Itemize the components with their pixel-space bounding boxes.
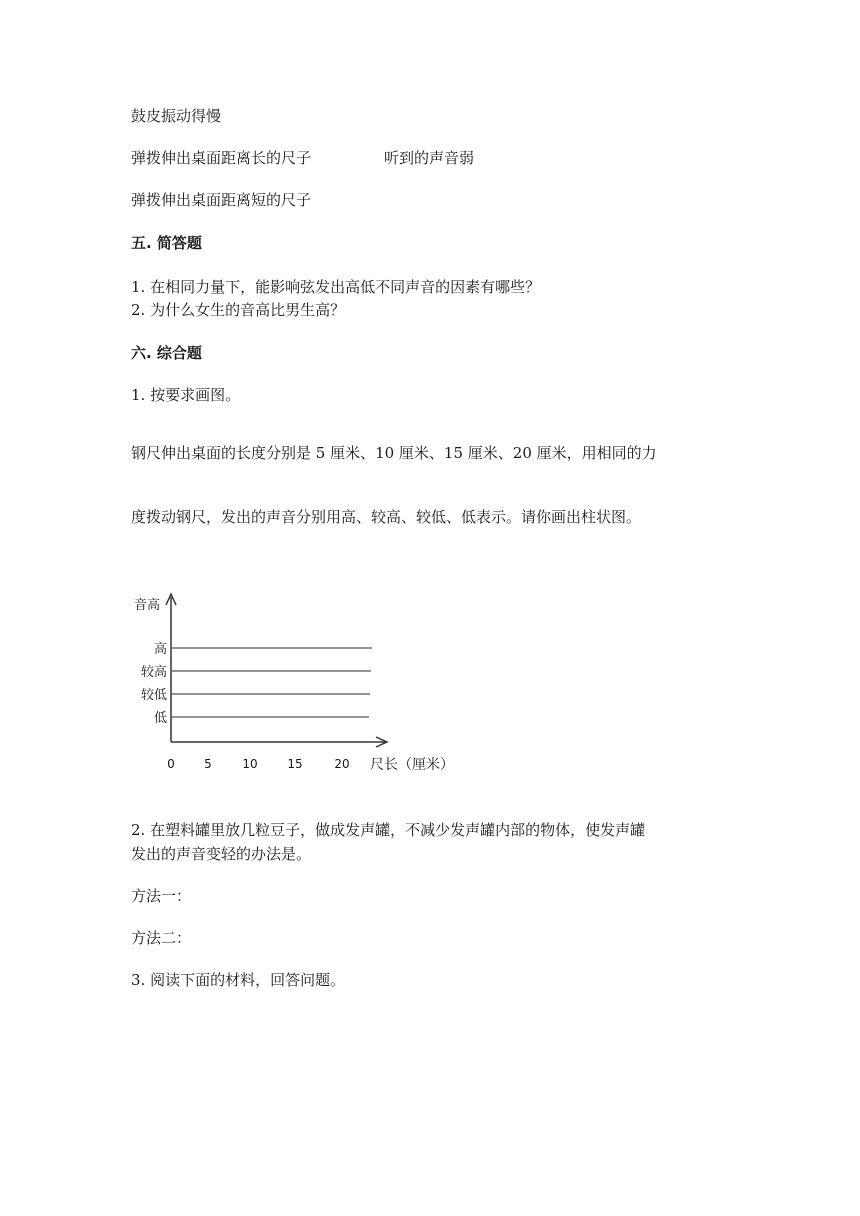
method-one-line: 方法一： (131, 887, 192, 905)
sound-weak-text: 听到的声音弱 (384, 149, 475, 167)
x-tick-label: 20 (334, 757, 350, 771)
section-5-heading: 五. 简答题 (131, 234, 202, 252)
section-6-question-1-text-b: 度拨动钢尺，发出的声音分别用高、较高、较低、低表示。请你画出柱状图。 (131, 508, 642, 526)
x-tick-label: 15 (287, 757, 303, 771)
y-level-label: 较高 (140, 665, 167, 680)
y-level-label: 较低 (140, 688, 167, 703)
y-axis-label: 音高 (134, 598, 161, 613)
section-6-question-1-text-a: 钢尺伸出桌面的长度分别是 5 厘米、10 厘米、15 厘米、20 厘米，用相同的力 (131, 444, 657, 462)
ruler-short-line: 弹拨伸出桌面距离短的尺子 (131, 191, 312, 209)
x-axis-label: 尺长（厘米） (370, 757, 454, 773)
ruler-long-row (131, 148, 475, 168)
x-tick-label: 10 (242, 757, 258, 771)
method-two-line: 方法二： (131, 929, 192, 947)
y-level-label: 低 (153, 711, 167, 726)
section-6-question-2-a: 2. 在塑料罐里放几粒豆子，做成发声罐，不减少发声罐内部的物体，使发声罐 (131, 821, 646, 839)
section-6-question-2-b: 发出的声音变轻的办法是。 (131, 845, 312, 863)
drum-skin-line: 鼓皮振动得慢 (131, 107, 222, 125)
x-tick-label: 5 (204, 757, 212, 771)
section-5-question-2: 2. 为什么女生的音高比男生高？ (131, 301, 346, 319)
section-6-question-3: 3. 阅读下面的材料，回答问题。 (131, 971, 346, 989)
section-6-question-1: 1. 按要求画图。 (131, 386, 241, 404)
bar-chart-grid (120, 585, 480, 785)
section-5-question-1: 1. 在相同力量下，能影响弦发出高低不同声音的因素有哪些？ (131, 278, 541, 296)
section-6-heading: 六. 综合题 (131, 344, 202, 362)
ruler-long-text: 弹拨伸出桌面距离长的尺子 (131, 149, 312, 167)
x-tick-label: 0 (167, 757, 175, 771)
y-level-label: 高 (153, 642, 167, 657)
